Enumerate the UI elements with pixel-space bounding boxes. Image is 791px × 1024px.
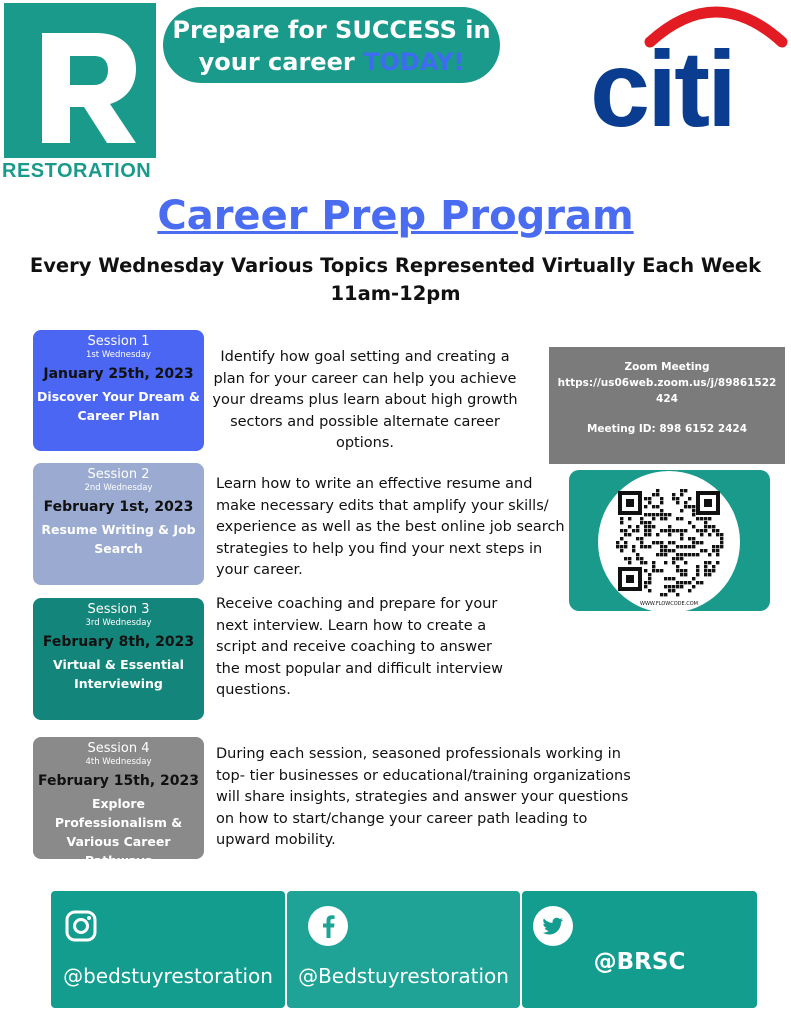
- session-2-description: Learn how to write an effective resume and make necessary edits that amplify your skills/ experience as well as the best online job search strategies to help you find your next steps in your career.: [216, 476, 565, 578]
- r-letter-icon: [4, 3, 156, 158]
- page-title: Career Prep Program: [157, 193, 634, 239]
- twitter-icon: [532, 905, 574, 947]
- session-3-card: [33, 598, 204, 720]
- zoom-url[interactable]: https://us06web.zoom.us/j/89861522424: [557, 377, 777, 405]
- citi-logo-graphic: [588, 0, 788, 135]
- restoration-wordmark: RESTORATION: [2, 160, 152, 182]
- qr-code-graphic: [598, 471, 740, 613]
- session-2-card: [33, 463, 204, 585]
- zoom-meeting-box: [549, 347, 785, 464]
- restoration-logo-box: [4, 3, 156, 158]
- session-week: 4th Wednesday: [85, 757, 152, 767]
- session-week: 3rd Wednesday: [85, 618, 152, 628]
- session-4-description: During each session, seasoned professionals working in top- tier businesses or educational/training organizations will share insights, strategies and answer your questions on how to start/change your career path leading to upward mobility.: [216, 746, 631, 848]
- session-topic: Discover Your Dream & Career Plan: [37, 389, 200, 423]
- session-1-card: [33, 330, 204, 451]
- pill-line-1: Prepare for SUCCESS in: [172, 16, 491, 44]
- social-bar: [51, 891, 757, 1008]
- session-name: Session 3: [87, 602, 150, 617]
- pill-today: TODAY!: [363, 48, 465, 76]
- instagram-icon: [65, 910, 97, 942]
- session-topic: Virtual & Essential Interviewing: [53, 657, 184, 691]
- session-date: February 1st, 2023: [43, 499, 194, 515]
- page-subtitle: [0, 252, 791, 308]
- session-4-card: [33, 737, 204, 868]
- session-name: Session 2: [87, 467, 150, 482]
- session-topic: Resume Writing & Job Search: [41, 522, 196, 556]
- social-twitter[interactable]: [522, 891, 757, 1008]
- pill-line-2: your career TODAY!: [198, 48, 465, 76]
- session-date: January 25th, 2023: [43, 366, 194, 382]
- twitter-handle[interactable]: @BRSC: [593, 949, 686, 975]
- session-date: February 15th, 2023: [37, 773, 200, 789]
- zoom-meeting-id: Meeting ID: 898 6152 2424: [586, 423, 748, 435]
- facebook-handle[interactable]: @Bedstuyrestoration: [298, 964, 509, 988]
- session-name: Session 4: [87, 741, 150, 756]
- qr-card: [569, 470, 770, 611]
- session-name: Session 1: [87, 334, 150, 349]
- session-week: 2nd Wednesday: [84, 483, 153, 493]
- instagram-handle[interactable]: @bedstuyrestoration: [63, 964, 273, 988]
- success-pill: [163, 7, 500, 83]
- qr-caption: WWW.FLOWCODE.COM: [640, 601, 698, 607]
- session-date: February 8th, 2023: [42, 634, 195, 650]
- citi-logo-text: citi: [590, 28, 735, 135]
- restoration-logo: [0, 0, 158, 185]
- subtitle-line-2: 11am-12pm: [330, 282, 461, 305]
- session-1-description: Identify how goal setting and creating a plan for your career can help you achieve your dreams plus learn about high growth sectors and possible alternate career options.: [212, 349, 518, 451]
- citi-logo: [588, 0, 788, 135]
- session-topic: Explore Professionalism & Various Career Pathways: [54, 796, 183, 868]
- qr-code-icon[interactable]: [598, 471, 740, 613]
- social-instagram[interactable]: [51, 891, 285, 1008]
- social-facebook[interactable]: [287, 891, 520, 1008]
- facebook-icon: [307, 905, 349, 947]
- session-week: 1st Wednesday: [85, 350, 152, 360]
- zoom-heading: Zoom Meeting: [624, 361, 710, 373]
- session-3-description: Receive coaching and prepare for your next interview. Learn how to create a script and receive coaching to answer the most popular and difficult interview questions.: [216, 596, 504, 698]
- subtitle-line-1: Every Wednesday Various Topics Represented Virtually Each Week: [29, 254, 762, 277]
